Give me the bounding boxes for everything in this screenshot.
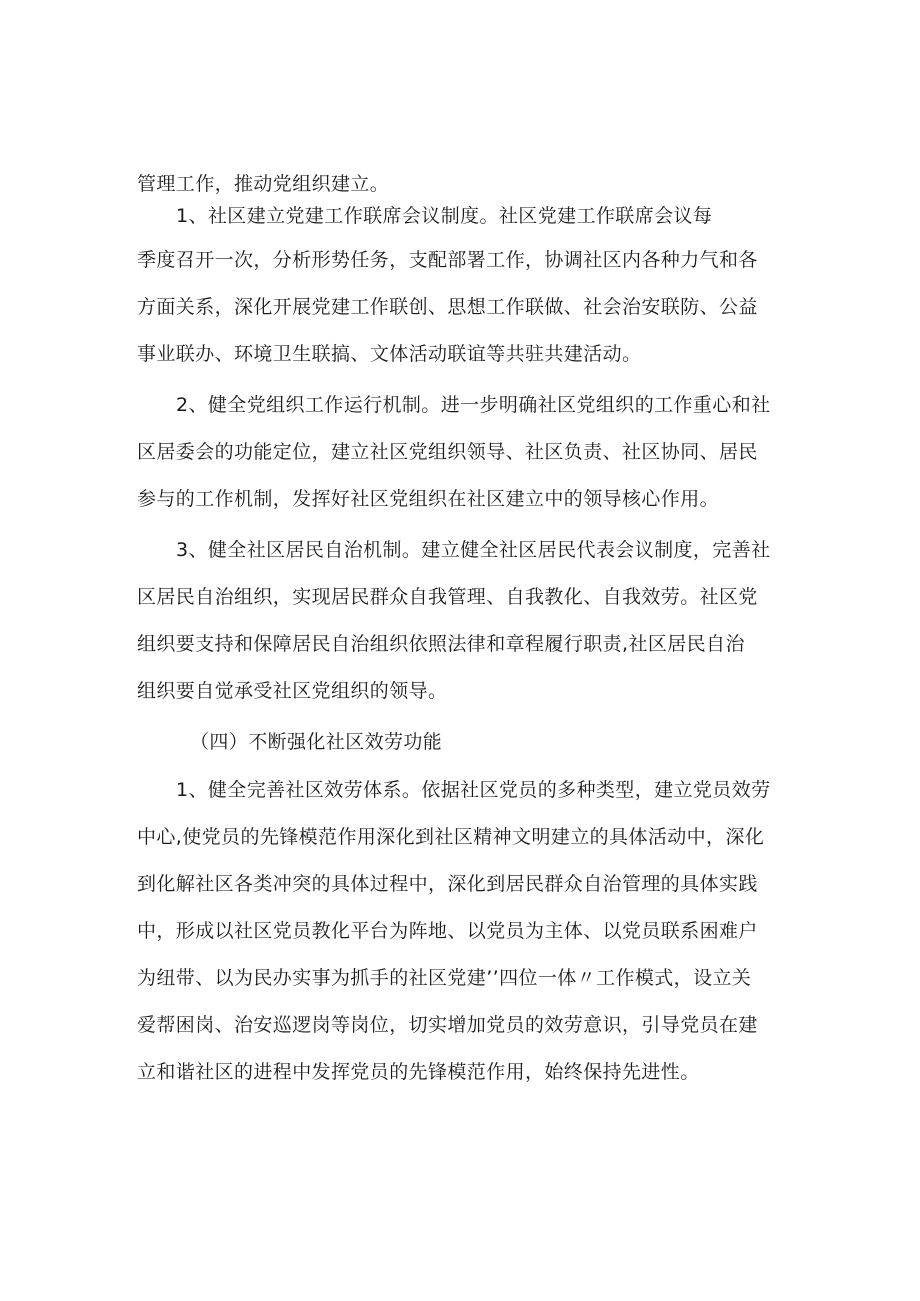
text-line: 到化解社区各类冲突的具体过程中，深化到居民群众自治管理的具体实践: [137, 873, 758, 895]
text-line: 立和谐社区的进程中发挥党员的先锋模范作用，始终保持先进性。: [137, 1061, 700, 1083]
text-line: 方面关系，深化开展党建工作联创、思想工作联做、社会治安联防、公益: [137, 296, 758, 318]
text-line: 2、健全党组织工作运行机制。进一步明确社区党组织的工作重心和社: [176, 394, 771, 416]
text-line: 为纽带、以为民办实事为抓手的社区党建’’四位一体〃工作模式，设立关: [137, 967, 752, 989]
text-line: 1、社区建立党建工作联席会议制度。社区党建工作联席会议每: [176, 205, 713, 227]
text-line: 季度召开一次，分析形势任务，支配部署工作，协调社区内各种力气和各: [137, 249, 758, 271]
section-heading: （四）不断强化社区效劳功能: [190, 731, 443, 753]
text-line: 区居民自治组织，实现居民群众自我管理、自我教化、自我效劳。社区党: [137, 586, 758, 608]
text-line: 1、健全完善社区效劳体系。依据社区党员的多种类型，建立党员效劳: [176, 779, 771, 801]
text-line: 中，形成以社区党员教化平台为阵地、以党员为主体、以党员联系困难户: [137, 920, 758, 942]
text-line: 爱帮困岗、治安巡逻岗等岗位，切实增加党员的效劳意识，引导党员在建: [137, 1014, 758, 1036]
text-line: 3、健全社区居民自治机制。建立健全社区居民代表会议制度，完善社: [176, 539, 771, 561]
text-line: 区居委会的功能定位，建立社区党组织领导、社区负责、社区协同、居民: [137, 441, 758, 463]
text-line: 参与的工作机制，发挥好社区党组织在社区建立中的领导核心作用。: [137, 488, 720, 510]
text-line: 组织要自觉承受社区党组织的领导。: [137, 680, 448, 702]
text-line: 管理工作，推动党组织建立。: [137, 173, 390, 195]
text-line: 中心,使党员的先锋模范作用深化到社区精神文明建立的具体活动中，深化: [137, 826, 765, 848]
text-line: 组织要支持和保障居民自治组织依照法律和章程履行职责,社区居民自治: [137, 633, 745, 655]
text-line: 事业联办、环境卫生联搞、文体活动联谊等共驻共建活动。: [137, 343, 642, 365]
